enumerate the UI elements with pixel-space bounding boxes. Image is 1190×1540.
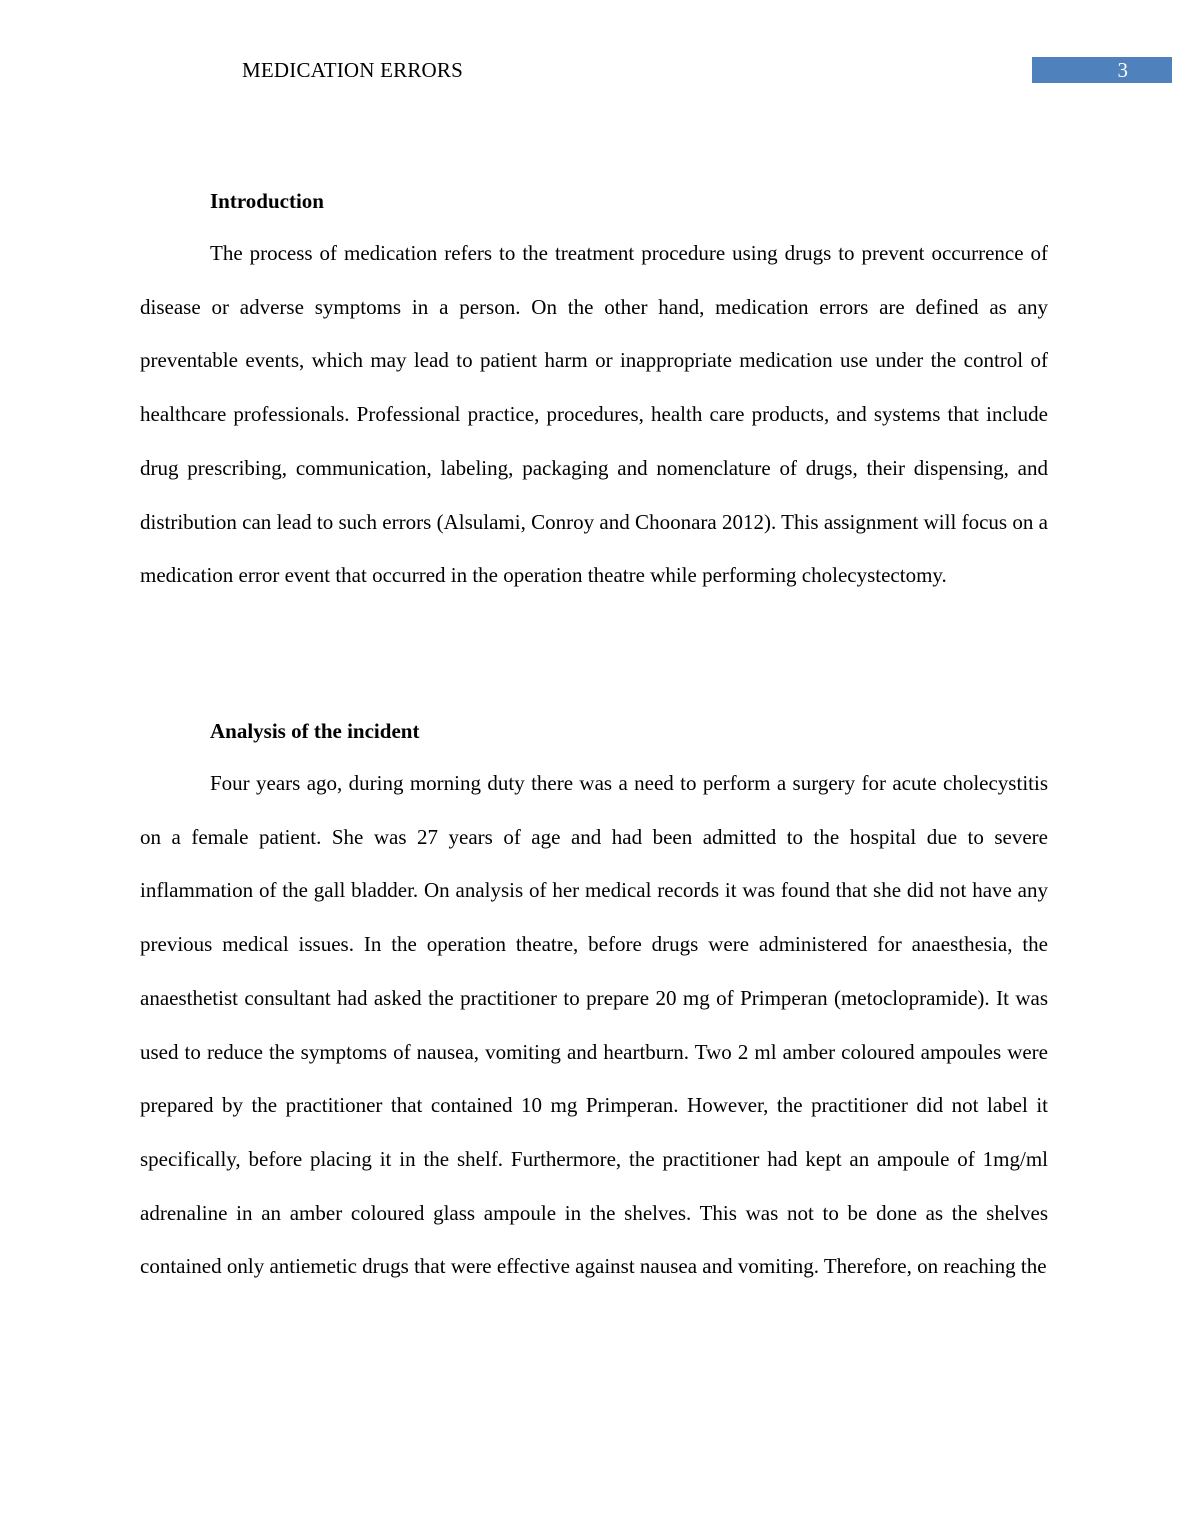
analysis-paragraph: Four years ago, during morning duty there was a need to perform a surgery for acute cholecystitis on a female patient. She was 27 years of age and had been admitted to the hospital due to severe inflammation of the gall bladder. On analysis of her medical records it was found that she did not have any previous medical issues. In the operation theatre, before drugs were administered for anaesthesia, the anaesthetist consultant had asked the practitioner to prepare 20 mg of Primperan (metoclopramide). It was used to reduce the symptoms of nausea, vomiting and heartburn. Two 2 ml amber coloured ampoules were prepared by the practitioner that contained 10 mg Primperan. However, the practitioner did not label it specifically, before placing it in the shelf. Furthermore, the practitioner had kept an ampoule of 1mg/ml adrenaline in an amber coloured glass ampoule in the shelves. This was not to be done as the shelves contained only antiemetic drugs that were effective against nausea and vomiting. Therefore, on reaching the (140, 771, 1048, 1279)
page-number-box (1032, 57, 1172, 83)
section-heading-analysis: Analysis of the incident (210, 719, 420, 743)
page-number: 3 (1117, 58, 1128, 82)
running-head: MEDICATION ERRORS (242, 58, 463, 82)
section-heading-introduction: Introduction (210, 189, 324, 213)
introduction-paragraph: The process of medication refers to the treatment procedure using drugs to prevent occurrence of disease or adverse symptoms in a person. On the other hand, medication errors are defined as any preventable events, which may lead to patient harm or inappropriate medication use under the control of healthcare professionals. Professional practice, procedures, health care products, and systems that include drug prescribing, communication, labeling, packaging and nomenclature of drugs, their dispensing, and distribution can lead to such errors (Alsulami, Conroy and Choonara 2012). This assignment will focus on a medication error event that occurred in the operation theatre while performing cholecystectomy. (140, 241, 1048, 588)
